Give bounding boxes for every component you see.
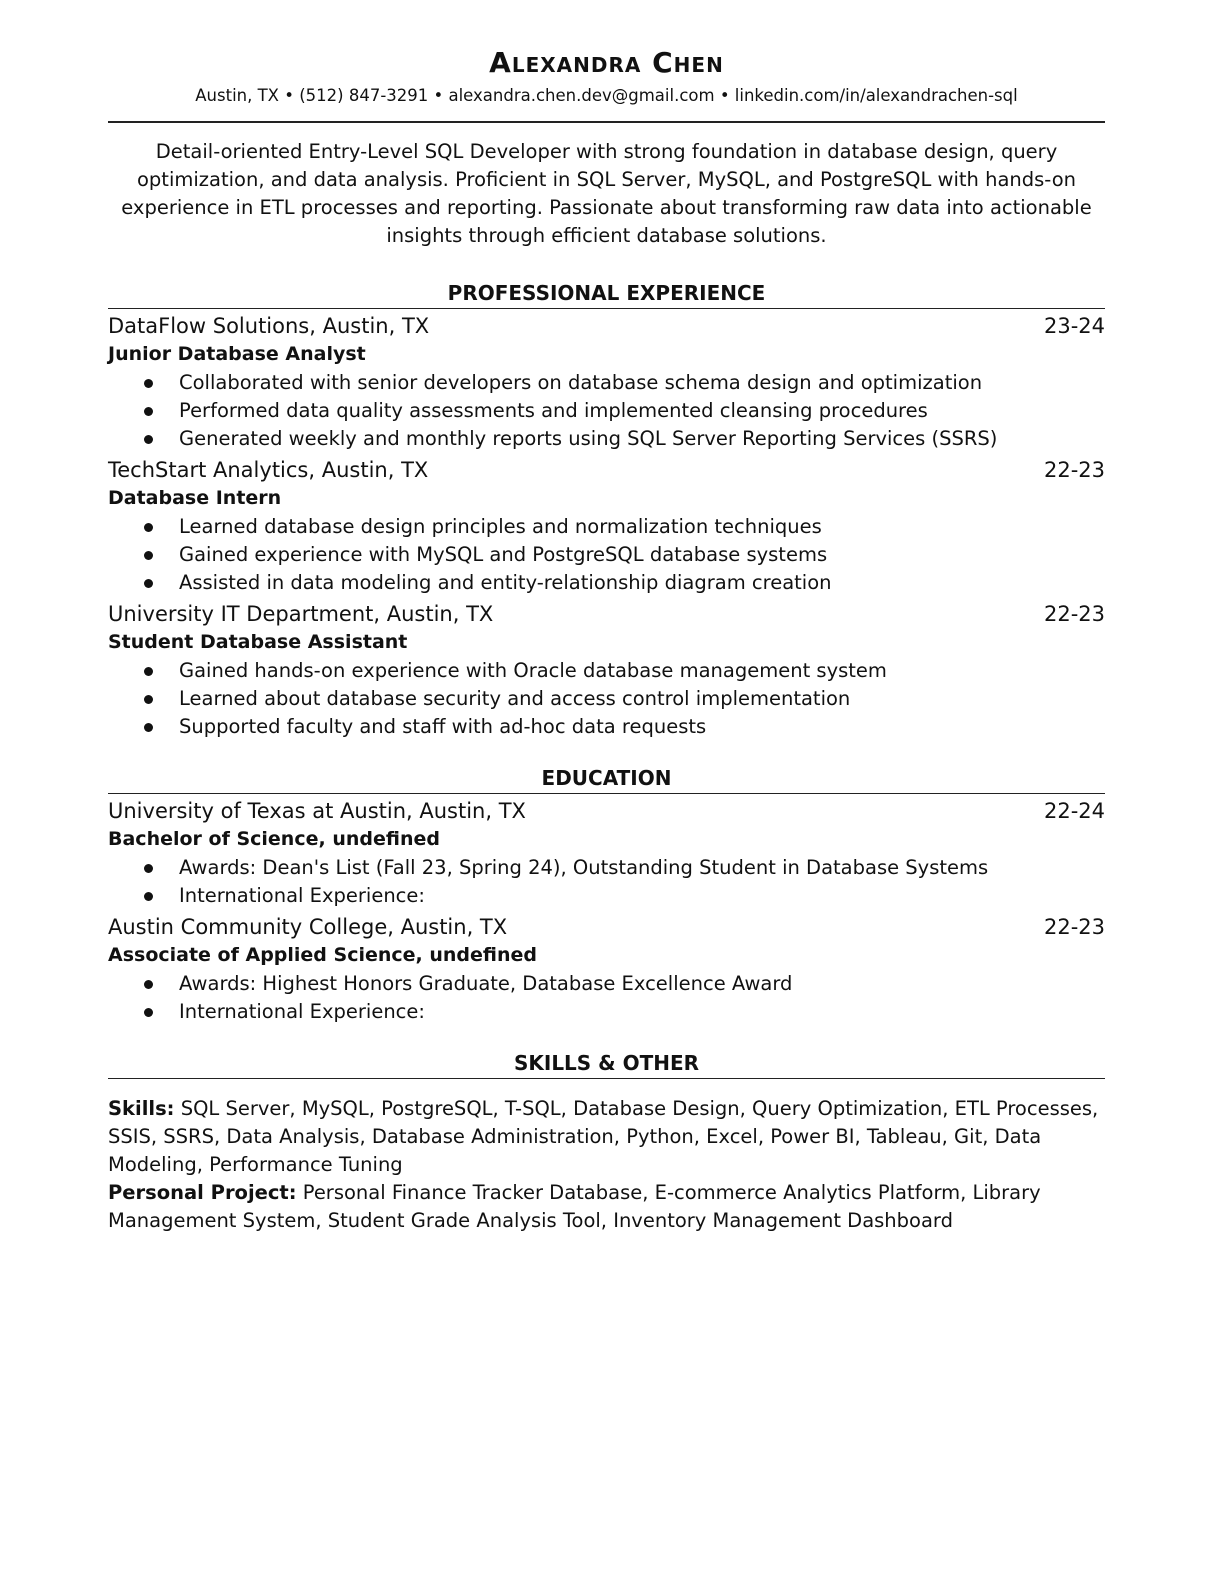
bullet-icon <box>144 695 153 704</box>
experience-entry <box>108 455 1105 597</box>
entry-role: Junior Database Analyst <box>108 343 366 365</box>
bullet-icon <box>144 407 153 416</box>
bullet-icon <box>144 579 153 588</box>
contact-line: Austin, TX • (512) 847-3291 • alexandra.chen.dev@gmail.com • linkedin.com/in/alexandrachen-sql <box>195 86 1018 105</box>
list-item: Awards: Dean's List (Fall 23, Spring 24), Outstanding Student in Database Systems <box>108 854 1105 882</box>
entry-organization: Austin Community College, Austin, TX <box>108 915 508 939</box>
list-item: Awards: Highest Honors Graduate, Database Excellence Award <box>108 970 1105 998</box>
entry-dates: 23-24 <box>1043 314 1105 338</box>
experience-entry <box>108 599 1105 741</box>
bullet-icon <box>144 551 153 560</box>
bullet-icon <box>144 864 153 873</box>
skills-block <box>108 1095 1105 1235</box>
list-item: Gained hands-on experience with Oracle database management system <box>108 657 1105 685</box>
entry-dates: 22-23 <box>1043 915 1105 939</box>
entry-dates: 22-24 <box>1043 799 1105 823</box>
bullet-icon <box>144 379 153 388</box>
entry-dates: 22-23 <box>1043 602 1105 626</box>
education-entry <box>108 912 1105 1026</box>
list-item: Collaborated with senior developers on database schema design and optimization <box>108 369 1105 397</box>
list-item: International Experience: <box>108 882 1105 910</box>
entry-role: Student Database Assistant <box>108 631 408 653</box>
bullet-icon <box>144 435 153 444</box>
entry-role: Database Intern <box>108 487 282 509</box>
skills-text: SQL Server, MySQL, PostgreSQL, T-SQL, Database Design, Query Optimization, ETL Processes, SSIS, SSRS, Data Analysis, Database Administration, Python, Excel, Power BI, Tableau, Git, Data Modeling, Performance Tuning <box>108 1097 1099 1176</box>
section-title-skills: SKILLS & OTHER <box>108 1050 1105 1079</box>
list-item: International Experience: <box>108 998 1105 1026</box>
project-line <box>108 1179 1105 1235</box>
bullet-icon <box>144 892 153 901</box>
list-item: Supported faculty and staff with ad-hoc data requests <box>108 713 1105 741</box>
entry-dates: 22-23 <box>1043 458 1105 482</box>
section-title-experience: PROFESSIONAL EXPERIENCE <box>108 280 1105 309</box>
entry-organization: DataFlow Solutions, Austin, TX <box>108 314 430 338</box>
list-item: Performed data quality assessments and implemented cleansing procedures <box>108 397 1105 425</box>
bullet-icon <box>144 1008 153 1017</box>
entry-degree: Bachelor of Science, undefined <box>108 828 440 850</box>
list-item: Generated weekly and monthly reports using SQL Server Reporting Services (SSRS) <box>108 425 1105 453</box>
experience-entry <box>108 311 1105 453</box>
bullet-icon <box>144 723 153 732</box>
list-item: Assisted in data modeling and entity-relationship diagram creation <box>108 569 1105 597</box>
list-item: Learned database design principles and normalization techniques <box>108 513 1105 541</box>
entry-degree: Associate of Applied Science, undefined <box>108 944 538 966</box>
entry-organization: TechStart Analytics, Austin, TX <box>108 458 429 482</box>
bullet-icon <box>144 523 153 532</box>
entry-organization: University IT Department, Austin, TX <box>108 602 494 626</box>
entry-organization: University of Texas at Austin, Austin, TX <box>108 799 526 823</box>
list-item: Learned about database security and access control implementation <box>108 685 1105 713</box>
bullet-icon <box>144 980 153 989</box>
section-title-education: EDUCATION <box>108 765 1105 794</box>
summary-paragraph: Detail-oriented Entry-Level SQL Developer with strong foundation in database design, query optimization, and data analysis. Proficient in SQL Server, MySQL, and PostgreSQL with hands-on experience in ETL processes and reporting. Passionate about transforming raw data into actionable insights through efficient database solutions. <box>121 140 1092 247</box>
skills-label: Skills: <box>108 1097 175 1120</box>
bullet-icon <box>144 667 153 676</box>
list-item: Gained experience with MySQL and PostgreSQL database systems <box>108 541 1105 569</box>
skills-line <box>108 1095 1105 1179</box>
project-text: Personal Finance Tracker Database, E-commerce Analytics Platform, Library Management System, Student Grade Analysis Tool, Inventory Management Dashboard <box>108 1181 1041 1232</box>
header-divider <box>108 121 1105 123</box>
education-entry <box>108 796 1105 910</box>
project-label: Personal Project: <box>108 1181 297 1204</box>
candidate-name: Alexandra Chen <box>489 46 724 79</box>
